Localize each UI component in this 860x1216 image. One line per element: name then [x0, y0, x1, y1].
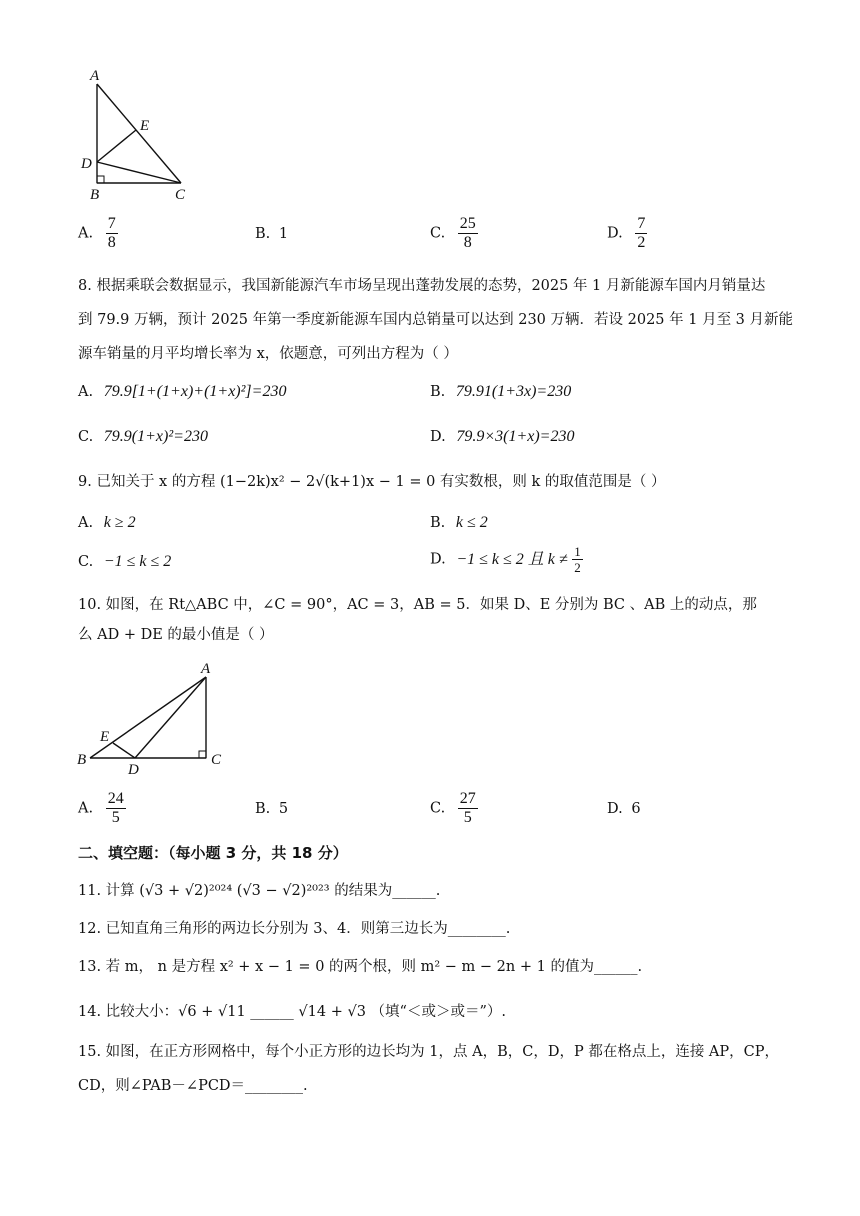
q7-option-c[interactable]: C. $\frac{25}{8}$ [430, 215, 476, 251]
figure-q7-triangle [70, 60, 210, 210]
q9-stem: 9. 已知关于 x 的方程 (1−2k)x² − 2√(k+1)x − 1 = 0 有实数根，则 k 的取值范围是（ ） [78, 474, 666, 490]
segment-ac [97, 84, 181, 183]
q9-option-c[interactable]: C. −1 ≤ k ≤ 2 [78, 553, 172, 570]
section-title-fill-in: 二、填空题：（每小题 3 分，共 18 分） [78, 844, 348, 862]
q12: 12. 已知直角三角形的两边长分别为 3、4．则第三边长为________. [78, 921, 511, 937]
q10-line-2: 么 AD + DE 的最小值是（ ） [78, 627, 274, 643]
q9-option-a[interactable]: A. k ≥ 2 [78, 514, 136, 531]
q8-line-3: 源车销量的月平均增长率为 x，依题意，可列出方程为（ ） [78, 346, 458, 362]
label-e: E [100, 729, 110, 745]
label-a: A [90, 68, 100, 84]
label-c: C [175, 187, 186, 203]
segment-ab [90, 677, 206, 758]
q8-option-b[interactable]: B. 79.91(1+3x)=230 [430, 383, 572, 400]
q7-option-a[interactable]: A. $\frac{7}{8}$ [78, 215, 116, 251]
q10-option-a[interactable]: A. $\frac{24}{5}$ [78, 790, 124, 826]
q8-line-2: 到 79.9 万辆，预计 2025 年第一季度新能源车国内总销量可以达到 230 万辆．若设 2025 年 1 月至 3 月新能 [78, 312, 794, 328]
q10-option-b[interactable]: B. 5 [255, 801, 289, 817]
label-c: C [211, 752, 222, 768]
label-d: D [128, 762, 139, 778]
q10-option-c[interactable]: C. $\frac{27}{5}$ [430, 790, 476, 826]
right-angle-mark [97, 176, 104, 183]
q10-line-1: 10. 如图，在 Rt△ABC 中，∠C = 90°，AC = 3，AB = 5．如果 D、E 分别为 BC 、AB 上的动点，那 [78, 597, 757, 613]
figure-q10-triangle [70, 655, 240, 780]
q10-option-d[interactable]: D. 6 [607, 801, 641, 817]
segment-dc [97, 162, 181, 183]
q15-line-2: CD，则∠PAB－∠PCD＝________. [78, 1078, 308, 1094]
label-e: E [140, 118, 150, 134]
segment-de [113, 743, 135, 758]
label-b: B [90, 187, 100, 203]
label-d: D [81, 156, 92, 172]
right-angle-mark [199, 751, 206, 758]
q14: 14. 比较大小：√6 + √11 ______ √14 + √3 （填“＜或＞或＝”）. [78, 1004, 506, 1020]
label-b: B [77, 752, 87, 768]
q9-option-b[interactable]: B. k ≤ 2 [430, 514, 488, 531]
q8-line-1: 8. 根据乘联会数据显示，我国新能源汽车市场呈现出蓬勃发展的态势，2025 年 1 月新能源车国内月销量达 [78, 278, 766, 294]
q13: 13. 若 m， n 是方程 x² + x − 1 = 0 的两个根，则 m² − m − 2n + 1 的值为______. [78, 959, 643, 975]
q8-option-a[interactable]: A. 79.9[1+(1+x)+(1+x)²]=230 [78, 383, 287, 400]
label-a: A [201, 661, 211, 677]
segment-de [97, 130, 136, 162]
q11: 11. 计算 (√3 + √2)²⁰²⁴ (√3 − √2)²⁰²³ 的结果为______. [78, 883, 441, 899]
q8-option-c[interactable]: C. 79.9(1+x)²=230 [78, 428, 208, 445]
q15-line-1: 15. 如图，在正方形网格中，每个小正方形的边长均为 1，点 A，B，C，D，P 都在格点上，连接 AP，CP， [78, 1044, 780, 1060]
q7-option-d[interactable]: D. $\frac{7}{2}$ [607, 215, 646, 251]
q8-option-d[interactable]: D. 79.9×3(1+x)=230 [430, 428, 575, 445]
segment-ad [135, 677, 206, 758]
q7-option-b[interactable]: B. 1 [255, 226, 289, 242]
q9-option-d[interactable]: D. −1 ≤ k ≤ 2 且 k ≠ $\frac{1}{2}$ [430, 544, 581, 575]
